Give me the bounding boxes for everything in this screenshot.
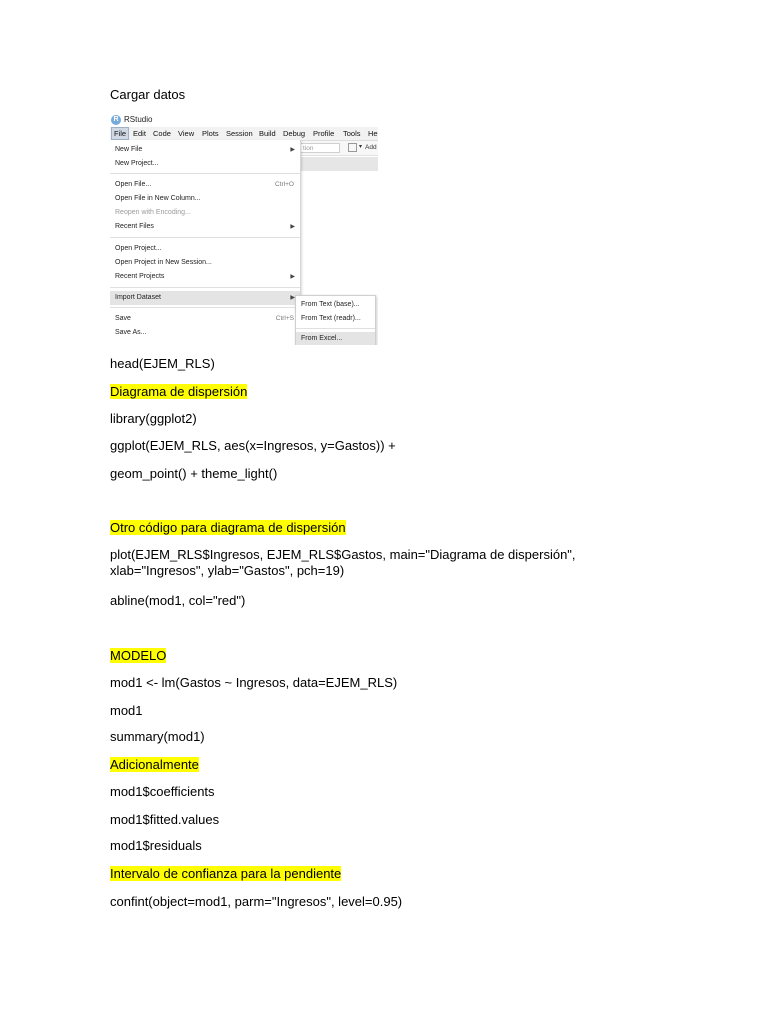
rstudio-titlebar	[110, 113, 378, 127]
menu-item-recent-projects[interactable]: Recent Projects ▶	[110, 270, 300, 284]
menu-profile[interactable]: Profile	[313, 129, 335, 138]
shortcut-ctrl-o: Ctrl+O	[275, 181, 294, 188]
code-residuals: mod1$residuals	[110, 838, 202, 853]
menu-separator	[110, 237, 300, 238]
rstudio-screenshot	[110, 113, 378, 345]
dropdown-icon[interactable]: ▾	[359, 144, 363, 150]
file-menu-dropdown	[110, 140, 301, 345]
menu-view[interactable]: View	[178, 129, 195, 138]
go-to-field[interactable]: tion	[300, 143, 340, 153]
submenu-arrow-icon: ▶	[290, 295, 295, 301]
section-modelo: MODELO	[110, 648, 167, 663]
submenu-item-from-excel[interactable]: From Excel...	[296, 332, 375, 345]
menu-plots[interactable]: Plots	[202, 129, 219, 138]
menu-edit[interactable]: Edit	[133, 129, 146, 138]
grid-icon[interactable]	[348, 143, 357, 152]
menu-tools[interactable]: Tools	[343, 129, 361, 138]
menu-separator	[110, 307, 300, 308]
menu-debug[interactable]: Debug	[283, 129, 306, 138]
submenu-item-from-text-base[interactable]: From Text (base)...	[301, 301, 360, 308]
code-fitted-values: mod1$fitted.values	[110, 812, 220, 827]
code-abline: abline(mod1, col="red")	[110, 593, 246, 608]
code-summary: summary(mod1)	[110, 729, 205, 744]
menu-item-new-file[interactable]: New File ▶	[110, 143, 300, 157]
heading-cargar-datos: Cargar datos	[110, 87, 186, 102]
menu-separator	[110, 173, 300, 174]
shortcut-ctrl-s: Ctrl+S	[275, 315, 294, 322]
menu-item-save[interactable]: Save Ctrl+S	[110, 312, 300, 326]
code-plot: plot(EJEM_RLS$Ingresos, EJEM_RLS$Gastos, main="Diagrama de dispersión", xlab="Ingresos", ylab="Gastos", pch=19)	[110, 547, 576, 578]
menu-help[interactable]: He	[368, 129, 378, 138]
menu-item-open-file[interactable]: Open File... Ctrl+O	[110, 178, 300, 192]
menu-item-open-project-new-session[interactable]: Open Project in New Session...	[115, 259, 212, 266]
menu-separator	[110, 287, 300, 288]
code-confint: confint(object=mod1, parm="Ingresos", level=0.95)	[110, 894, 403, 909]
submenu-arrow-icon: ▶	[290, 224, 295, 230]
code-lm: mod1 <- lm(Gastos ~ Ingresos, data=EJEM_RLS)	[110, 675, 398, 690]
submenu-arrow-icon: ▶	[290, 274, 295, 280]
pane-strip	[300, 157, 378, 171]
menu-item-recent-files[interactable]: Recent Files ▶	[110, 220, 300, 234]
submenu-arrow-icon: ▶	[290, 147, 295, 153]
r-logo-icon: R	[111, 115, 121, 125]
section-diagrama-dispersion: Diagrama de dispersión	[110, 384, 248, 399]
section-adicionalmente: Adicionalmente	[110, 757, 199, 772]
menu-item-import-dataset[interactable]: Import Dataset ▶	[110, 291, 300, 305]
code-ggplot: ggplot(EJEM_RLS, aes(x=Ingresos, y=Gastos)) +	[110, 438, 396, 453]
menu-item-open-project[interactable]: Open Project...	[115, 245, 162, 252]
code-mod1: mod1	[110, 703, 143, 718]
menu-separator	[296, 328, 375, 329]
menu-item-new-project[interactable]: New Project...	[115, 160, 159, 167]
menu-item-reopen-encoding: Reopen with Encoding...	[115, 209, 191, 216]
menu-item-open-file-new-column[interactable]: Open File in New Column...	[115, 195, 201, 202]
import-dataset-submenu	[295, 295, 376, 345]
code-head: head(EJEM_RLS)	[110, 356, 215, 371]
code-coefficients: mod1$coefficients	[110, 784, 215, 799]
code-library-ggplot2: library(ggplot2)	[110, 411, 197, 426]
menu-session[interactable]: Session	[226, 129, 253, 138]
toolbar	[300, 141, 378, 156]
addins-button[interactable]: Add	[365, 144, 377, 151]
menu-item-save-as[interactable]: Save As...	[115, 329, 147, 336]
menu-code[interactable]: Code	[153, 129, 171, 138]
section-otro-codigo: Otro código para diagrama de dispersión	[110, 520, 346, 535]
menu-build[interactable]: Build	[259, 129, 276, 138]
menubar	[110, 127, 378, 141]
submenu-item-from-text-readr[interactable]: From Text (readr)...	[301, 315, 361, 322]
code-geom-point: geom_point() + theme_light()	[110, 466, 278, 481]
section-intervalo-confianza: Intervalo de confianza para la pendiente	[110, 866, 342, 881]
menu-file[interactable]: File	[111, 127, 129, 140]
window-title: RStudio	[124, 115, 153, 124]
